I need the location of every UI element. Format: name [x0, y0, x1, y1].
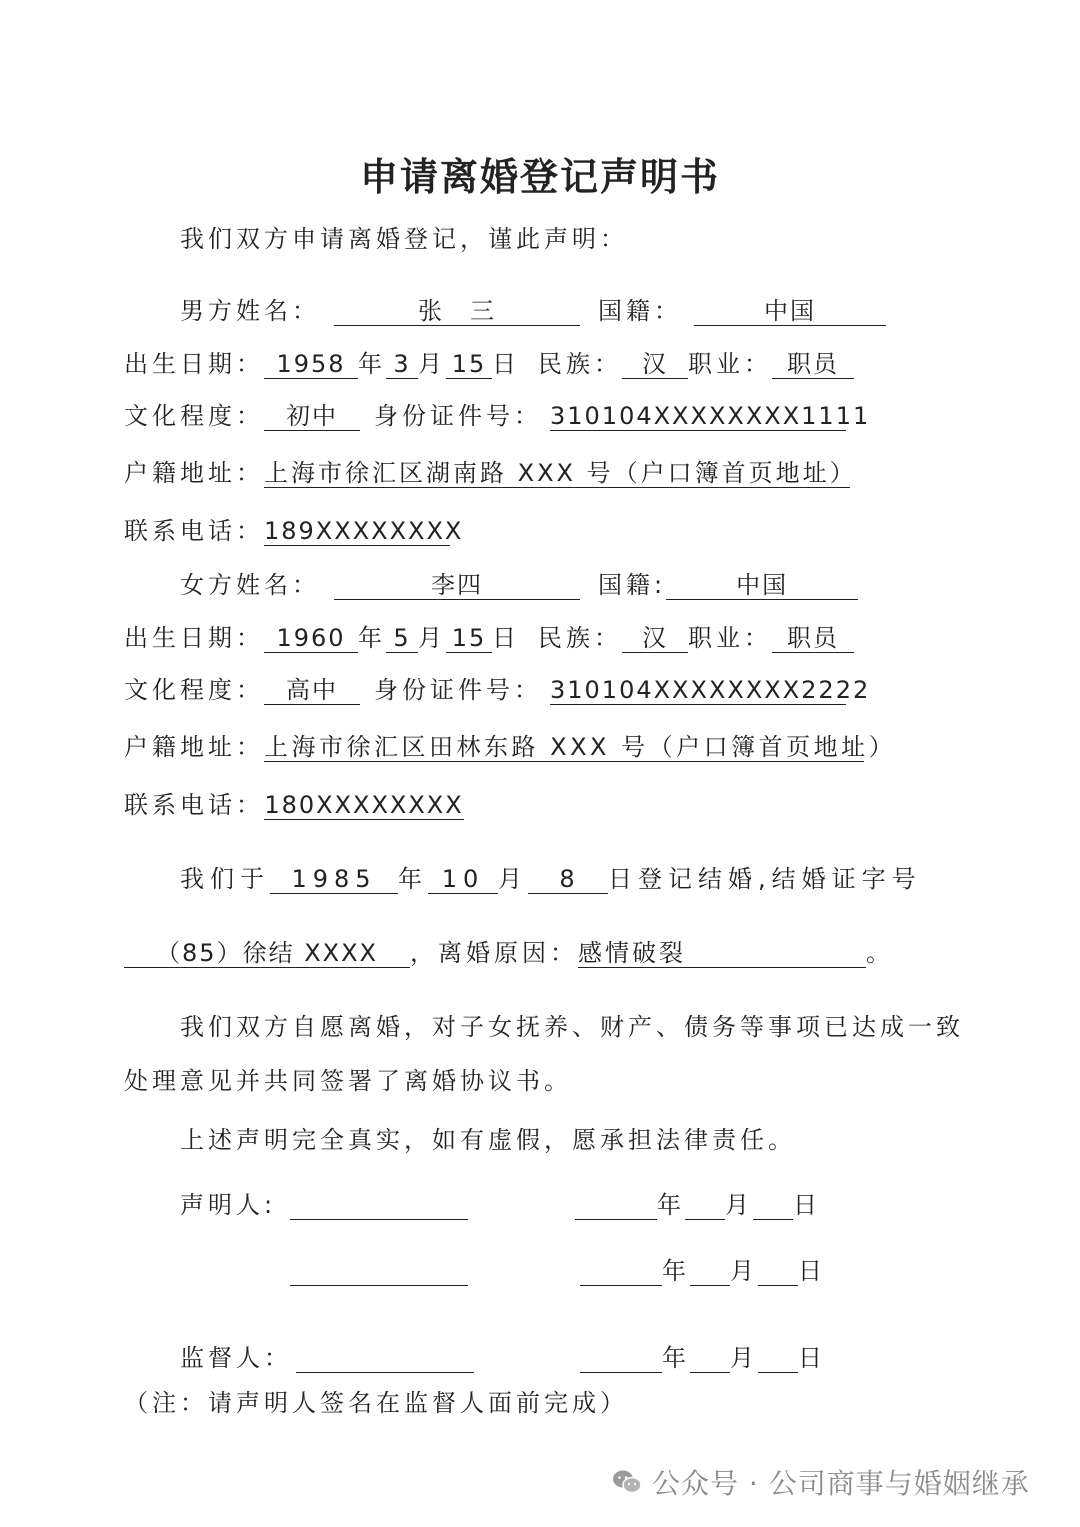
female-birth-row [124, 623, 854, 653]
female-birth-month: 5 [386, 624, 418, 653]
female-id-value: 310104XXXXXXXX2222 [550, 676, 871, 704]
female-birth-year: 1960 [264, 624, 358, 653]
marriage-end: 。 [866, 939, 894, 967]
supervisor-signature-line[interactable] [296, 1346, 474, 1373]
marriage-reason: 感情破裂 [578, 939, 866, 968]
female-occupation-value: 职员 [772, 624, 854, 653]
date-day-blank[interactable] [758, 1259, 798, 1286]
male-education-value: 初中 [264, 402, 360, 431]
male-month-label: 月 [418, 350, 446, 378]
female-phone-label: 联系电话： [124, 791, 264, 819]
date-day-blank[interactable] [758, 1346, 798, 1373]
date-month-blank[interactable] [690, 1346, 730, 1373]
female-education-label: 文化程度： [124, 676, 264, 704]
intro-text: 我们双方申请离婚登记，谨此声明： [180, 225, 628, 253]
marriage-year-label: 年 [398, 865, 428, 893]
female-education-row [124, 675, 871, 705]
female-month-label: 月 [418, 624, 446, 652]
marriage-cert-row [124, 938, 894, 968]
watermark-text: 公众号 · 公司商事与婚姻继承 [652, 1467, 1030, 1500]
female-year-label: 年 [358, 624, 386, 652]
male-nationality-label: 国籍： [598, 297, 682, 325]
watermark [612, 1462, 1030, 1502]
declarant-date-2 [580, 1256, 826, 1286]
date-day-label: 日 [793, 1191, 821, 1219]
female-name-label: 女方姓名： [180, 571, 320, 599]
date-day-label: 日 [798, 1257, 826, 1285]
female-phone-value: 180XXXXXXXX [264, 791, 464, 819]
male-birth-year: 1958 [264, 350, 358, 379]
declarant-label: 声明人: [180, 1191, 277, 1219]
marriage-prefix: 我们于 [180, 865, 270, 893]
female-name-value: 李四 [334, 571, 580, 600]
female-nationality-label: 国籍: [598, 571, 667, 599]
declarant-signature-line-1[interactable] [290, 1193, 468, 1220]
marriage-reason-label: ，离婚原因： [410, 939, 578, 967]
male-occupation-label: 职业： [688, 350, 772, 378]
female-id-label: 身份证件号： [374, 676, 542, 704]
date-month-label: 月 [730, 1344, 758, 1372]
date-year-blank[interactable] [580, 1259, 662, 1286]
marriage-cert-no: （85）徐结 XXXX [124, 939, 410, 968]
marriage-suffix: 日登记结婚,结婚证字号 [608, 865, 922, 893]
male-name-label: 男方姓名： [180, 297, 320, 325]
statement-1b: 处理意见并共同签署了离婚协议书。 [124, 1067, 572, 1095]
male-name-value: 张 三 [334, 297, 580, 326]
date-month-label: 月 [730, 1257, 758, 1285]
male-phone-value: 189XXXXXXXX [264, 517, 464, 545]
female-phone-row [124, 790, 464, 820]
marriage-month-label: 月 [498, 865, 528, 893]
male-education-row [124, 401, 871, 431]
female-name-row [180, 570, 858, 600]
date-month-label: 月 [725, 1191, 753, 1219]
female-ethnicity-value: 汉 [622, 624, 688, 653]
female-birth-day: 15 [446, 624, 492, 653]
male-phone-row [124, 516, 464, 546]
date-year-blank[interactable] [580, 1346, 662, 1373]
date-year-label: 年 [657, 1191, 685, 1219]
male-address-value: 上海市徐汇区湖南路 XXX 号（户口簿首页地址） [264, 459, 857, 487]
male-id-value: 310104XXXXXXXX1111 [550, 402, 871, 430]
declarant-row [180, 1190, 468, 1220]
male-name-row [180, 296, 886, 326]
male-address-row [124, 458, 857, 488]
supervisor-label: 监督人： [180, 1344, 292, 1372]
male-address-label: 户籍地址： [124, 459, 264, 487]
date-day-label: 日 [798, 1344, 826, 1372]
declarant-row-2 [290, 1256, 468, 1286]
note-text: （注：请声明人签名在监督人面前完成） [124, 1389, 628, 1417]
male-birth-row [124, 349, 854, 379]
female-birth-label: 出生日期： [124, 624, 264, 652]
male-ethnicity-value: 汉 [622, 350, 688, 379]
marriage-year: 1985 [270, 865, 398, 894]
statement-1a: 我们双方自愿离婚，对子女抚养、财产、债务等事项已达成一致 [180, 1013, 964, 1041]
male-birth-day: 15 [446, 350, 492, 379]
female-day-label: 日 [492, 624, 520, 652]
female-ethnicity-label: 民族： [538, 624, 622, 652]
supervisor-date [580, 1343, 826, 1373]
male-phone-label: 联系电话： [124, 517, 264, 545]
date-year-label: 年 [662, 1257, 690, 1285]
female-nationality-value: 中国 [666, 571, 858, 600]
date-month-blank[interactable] [685, 1193, 725, 1220]
declarant-signature-line-2[interactable] [290, 1259, 468, 1286]
date-year-blank[interactable] [575, 1193, 657, 1220]
male-birth-label: 出生日期： [124, 350, 264, 378]
marriage-row [180, 864, 922, 894]
page-title: 申请离婚登记声明书 [359, 154, 720, 199]
marriage-day: 8 [528, 865, 608, 894]
male-ethnicity-label: 民族： [538, 350, 622, 378]
male-id-label: 身份证件号： [374, 402, 542, 430]
declarant-date-1 [575, 1190, 821, 1220]
statement-2: 上述声明完全真实，如有虚假，愿承担法律责任。 [180, 1126, 796, 1154]
marriage-month: 10 [428, 865, 498, 894]
male-nationality-value: 中国 [694, 297, 886, 326]
male-year-label: 年 [358, 350, 386, 378]
male-occupation-value: 职员 [772, 350, 854, 379]
date-year-label: 年 [662, 1344, 690, 1372]
female-education-value: 高中 [264, 676, 360, 705]
female-occupation-label: 职业： [688, 624, 772, 652]
supervisor-row [180, 1343, 474, 1373]
male-education-label: 文化程度： [124, 402, 264, 430]
date-month-blank[interactable] [690, 1259, 730, 1286]
female-address-row [124, 732, 897, 762]
date-day-blank[interactable] [753, 1193, 793, 1220]
wechat-icon [612, 1469, 642, 1502]
male-day-label: 日 [492, 350, 520, 378]
female-address-label: 户籍地址： [124, 733, 264, 761]
male-birth-month: 3 [386, 350, 418, 379]
female-address-value: 上海市徐汇区田林东路 XXX 号（户口簿首页地址） [264, 733, 897, 761]
